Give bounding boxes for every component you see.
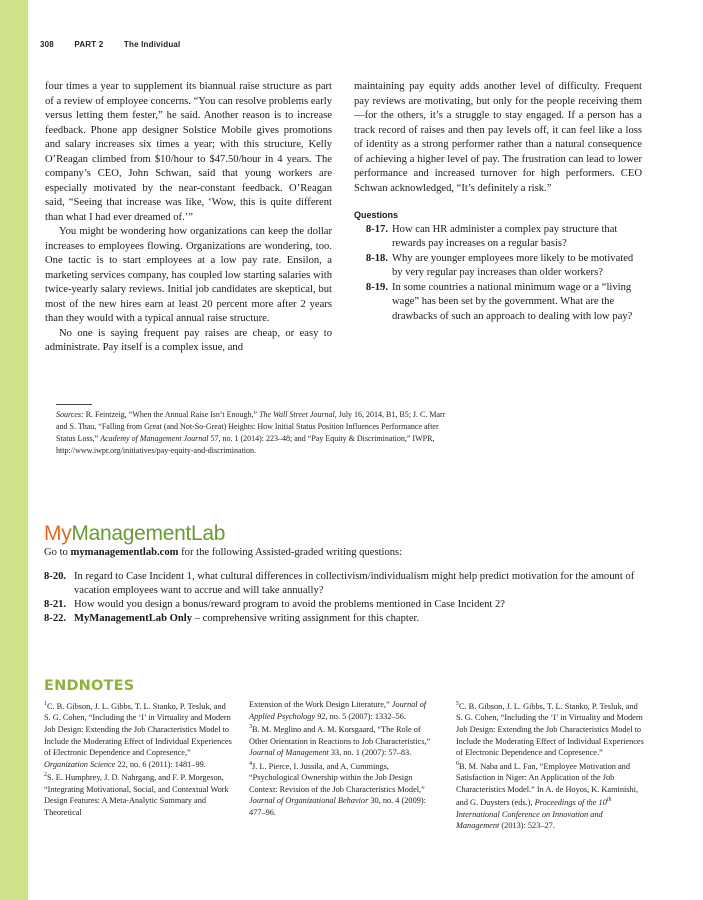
endnote-journal: Journal of Applied Psychology <box>249 700 427 721</box>
mml-item-bold: MyManagementLab Only <box>74 613 193 624</box>
endnote-superscript: th <box>606 797 612 804</box>
mml-intro <box>44 547 644 558</box>
endnote-text: 30, no. 4 (2009): 477–96. <box>249 796 426 817</box>
sources-journal: Academy of Management Journal <box>100 434 209 443</box>
page-number: 308 <box>40 40 54 49</box>
right-column <box>354 80 642 324</box>
sources-note <box>56 409 446 457</box>
mml-item-number: 8-22. <box>44 613 67 624</box>
question-number: 8-18. <box>365 252 388 264</box>
mml-questions <box>44 570 644 626</box>
body-paragraph: No one is saying frequent pay raises are cheap, or easy to administrate. Pay itself is a complex issue, and <box>45 327 332 353</box>
page-margin-bar <box>0 0 28 900</box>
sources-label: Sources: <box>56 410 84 419</box>
mymanagementlab-title <box>44 522 225 546</box>
question-item <box>354 223 642 252</box>
endnote-journal: Journal of Organizational Behavior <box>249 796 369 806</box>
endnotes-title: ENDNOTES <box>44 678 135 694</box>
endnote-journal-part: International Conference on Innovation and Management <box>456 809 603 831</box>
endnotes-column-3 <box>456 699 644 832</box>
mml-item-number: 8-21. <box>44 599 67 610</box>
sources-divider <box>56 404 92 405</box>
mml-item-number: 8-20. <box>44 571 67 582</box>
mml-item-text: In regard to Case Incident 1, what cultural differences in collectivism/individualism might help predict motivation for the amount of vacation employees want to accrue and will take annually? <box>74 571 635 596</box>
endnote-journal-part: Proceedings of the 10 <box>534 798 607 808</box>
question-item <box>354 281 642 325</box>
mml-intro-text: Go to <box>44 547 68 558</box>
endnotes-column-1 <box>44 699 232 818</box>
body-paragraph: maintaining pay equity adds another level of difficulty. Frequent pay reviews are motivating, but only for the people receiving them—for the others, it’s a struggle to stay engaged. If a person has a track record of raises and then pay levels off, it can feel like a loss of identity as a strong performer rather than a natural consequence of achieving a higher level of pay. The frustration can lead to lower performance and increased turnover for high performers. CEO Schwan acknowledged, “It’s definitely a risk.” <box>354 81 642 194</box>
endnote-text: C. B. Gibson, J. L. Gibbs, T. L. Stanko, P. Tesluk, and S. G. Cohen, “Including the ‘I’ in Virtuality and Modern Job Design: Extending the Job Characteristics Model to Include the Moderating Effect of Individual Experiences of Electronic Dependence and Copresence,” <box>44 701 232 758</box>
question-text: How can HR administer a complex pay structure that rewards pay increases on a regular basis? <box>392 223 618 249</box>
mml-title-my: My <box>44 522 72 545</box>
question-item <box>354 252 642 281</box>
endnote-text: S. E. Humphrey, J. D. Nahrgang, and F. P. Morgeson, “Integrating Motivational, Social, and Contextual Work Design Features: A Meta-Analytic Summary and Theoretical <box>44 773 229 817</box>
endnote-text: 92, no. 5 (2007): 1332–56. <box>317 711 406 721</box>
sources-text: 57, no. 1 (2014): 223–48; and “Pay Equity & Discrimination,” IWPR, http://www.iwpr.org/initiatives/pay-equity-and-discrimination. <box>56 434 435 455</box>
mml-intro-text: for the following Assisted-graded writing questions: <box>181 547 403 558</box>
body-paragraph: four times a year to supplement its biannual raise structure as part of a review of employee concerns. “You can resolve problems early versus letting them fester,” he said. Another reason is to increase feedback. Phone app designer Solstice Mobile gives promotions and salary increases six times a year; with this structure, Kelly O’Reagan climbed from $10/hour to $47.50/hour in 4 years. The company’s CEO, John Schwan, said that young workers are especially motivated by the near-constant feedback. O’Reagan said, “Seeing that increase was like, ‘Wow, this is quite different than what I had ever dreamed of.’” <box>45 81 332 223</box>
question-number: 8-19. <box>365 281 388 293</box>
endnote-text: B. M. Naba and L. Fan, “Employee Motivation and Satisfaction in Niger: An Application of the Job Characteristics Model.” In A. de Hoyos, K. Kaminishi, and G. Duysters (eds.), <box>456 761 639 808</box>
endnote-journal: Organization Science <box>44 759 116 769</box>
part-title: The Individual <box>123 40 181 49</box>
mml-item-text: How would you design a bonus/reward program to avoid the problems mentioned in Case Incident 2? <box>74 599 506 610</box>
left-column <box>45 80 332 356</box>
endnotes-column-2 <box>249 699 437 818</box>
mml-item-text <box>74 612 644 626</box>
mml-item <box>44 612 644 626</box>
sources-journal: The Wall Street Journal, <box>259 410 337 419</box>
endnote-text: J. L. Pierce, I. Jussila, and A. Cummings, “Psychological Ownership within the Job Design Context: Revision of the Job Characteristics Model,” <box>249 761 425 794</box>
sources-text: July 16, 2014, B1, B5; J. C. Marr and S. Thau, “Falling from Great (and Not-So-Great) Heights: How Initial Status Position Influences Performance after Status Loss,” <box>56 410 446 443</box>
part-label: PART 2 <box>74 40 104 49</box>
endnote-text: (2013): 523–27. <box>501 821 555 831</box>
endnote-text: B. M. Meglino and A. M. Korsgaard, “The Role of Other Orientation in Reactions to Job Characteristics,” <box>249 724 431 746</box>
endnote-text: Extension of the Work Design Literature,” <box>249 700 390 709</box>
mml-title-rest: ManagementLab <box>71 522 226 545</box>
question-text: Why are younger employees more likely to be motivated by very regular pay increases than older workers? <box>392 252 634 278</box>
mml-item-rest: – comprehensive writing assignment for this chapter. <box>194 613 420 624</box>
mml-link[interactable]: mymanagementlab.com <box>70 547 179 558</box>
body-paragraph: You might be wondering how organizations can keep the dollar increases to employees flowing. Organizations are wondering, too. One tactic is to start employees at a low pay rate. Ensilon, a marketing services company, has coupled low starting salaries with twice-yearly salary reviews. Initial job candidates are skeptical, but most of the new hires earn at least 20 percent more after 2 years than they would with a typical annual raise structure. <box>45 226 332 324</box>
questions-heading: Questions <box>354 210 399 220</box>
endnote-journal: Journal of Management <box>249 748 329 758</box>
question-text: In some countries a national minimum wage or a “living wage” has been set by the government. What are the drawbacks of such an approach to dealing with low pay? <box>392 281 633 322</box>
endnote-text: C. B. Gibson, J. L. Gibbs, T. L. Stanko, P. Tesluk, and S. G. Cohen, “Including the ‘I’ in Virtuality and Modern Job Design: Extending the Job Characteristics Model to Include the Moderating Effect of Individual Experiences of Electronic Dependence and Copresence.” <box>456 701 644 758</box>
endnote-number: 6 <box>456 760 459 767</box>
running-header <box>40 40 198 49</box>
endnote-number: 3 <box>249 724 252 731</box>
endnote-number: 4 <box>249 760 252 767</box>
endnote-number: 1 <box>44 701 47 707</box>
mml-item <box>44 570 644 598</box>
endnote-text: 22, no. 6 (2011): 1481–99. <box>117 759 206 769</box>
endnote-text: 33, no. 1 (2007): 57–83. <box>330 748 412 758</box>
endnote-number: 5 <box>456 701 459 707</box>
question-number: 8-17. <box>365 223 388 235</box>
sources-text: R. Feintzeig, “When the Annual Raise Isn’t Enough,” <box>85 410 258 419</box>
endnote-number: 2 <box>44 772 47 779</box>
mml-item <box>44 598 644 612</box>
